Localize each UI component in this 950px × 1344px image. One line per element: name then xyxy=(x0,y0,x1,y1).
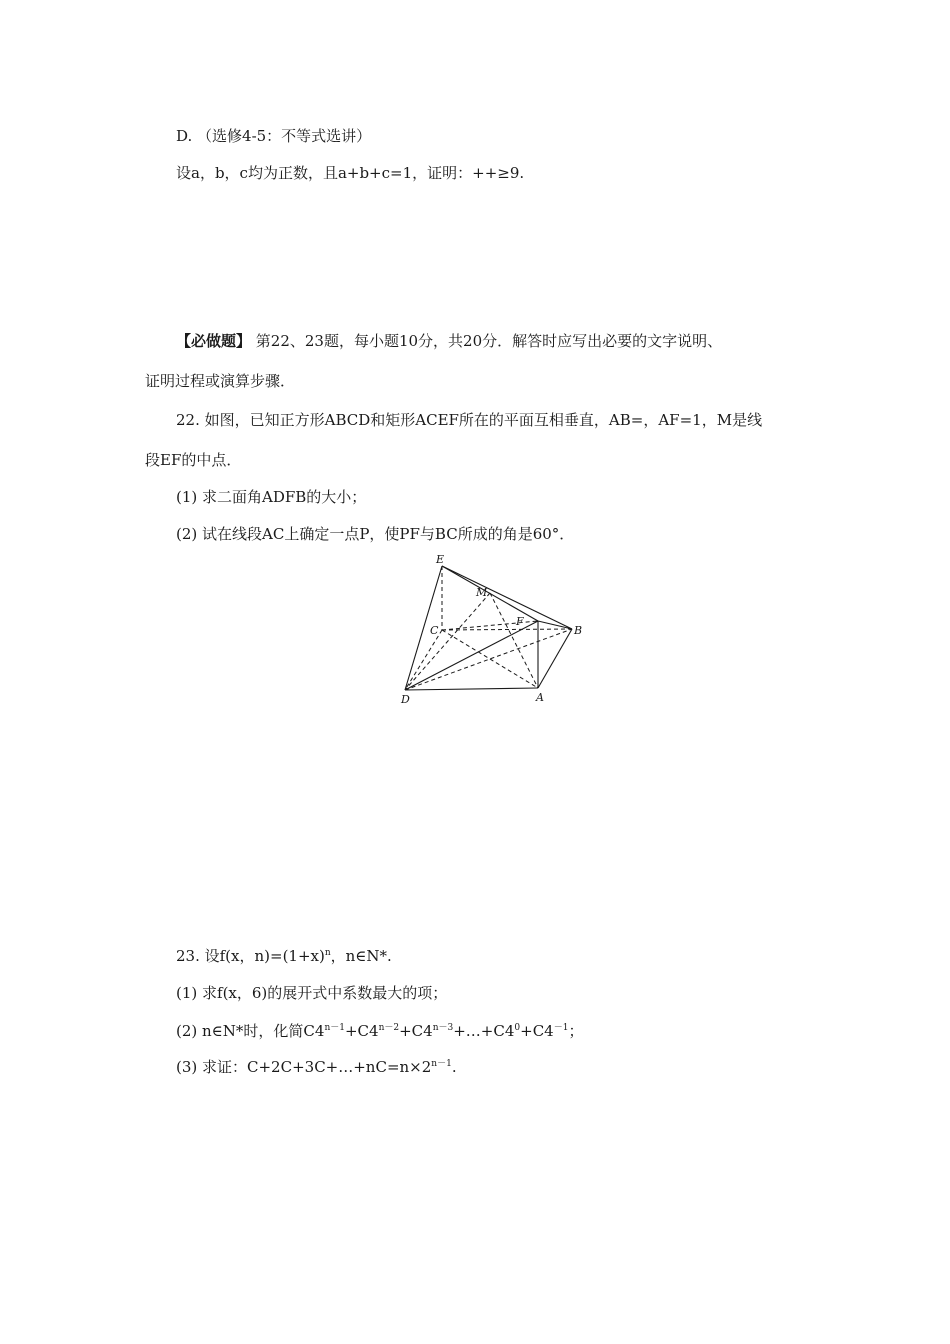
q23-stem-tail: ，n∈N*. xyxy=(330,947,392,965)
q23-part2-exp2: n－2 xyxy=(378,1023,400,1033)
q23-part2-exp3: n－3 xyxy=(432,1023,454,1033)
required-intro-line2: 证明过程或演算步骤． xyxy=(145,372,296,390)
edge-EB xyxy=(442,566,572,629)
edge-DF xyxy=(405,621,538,690)
label-E: E xyxy=(436,553,445,566)
q23-part3 xyxy=(176,1057,457,1077)
q23-stem-exp: n xyxy=(324,948,331,958)
q23-part2-mid2: +C4 xyxy=(399,1022,433,1040)
label-C: C xyxy=(430,624,439,637)
edge-AB xyxy=(538,629,572,688)
required-intro-text: 第22、23题，每小题10分，共20分．解答时应写出必要的文字说明、 xyxy=(251,332,723,350)
q23-part3-prefix: (3) 求证：C+2C+3C+…+nC=n×2 xyxy=(176,1058,432,1076)
geometry-figure xyxy=(395,550,595,710)
label-A: A xyxy=(536,691,544,704)
edge-CB xyxy=(442,629,572,630)
label-D: D xyxy=(401,693,410,706)
q23-part3-tail: . xyxy=(451,1058,457,1076)
edge-MD xyxy=(405,593,490,690)
q22-stem-line2: 段EF的中点． xyxy=(145,451,242,469)
q23-part1: (1) 求f(x，6)的展开式中系数最大的项； xyxy=(176,984,448,1002)
q23-part2-exp1: n－1 xyxy=(324,1023,345,1033)
label-F: F xyxy=(516,615,524,628)
q23-part2-exp4: 0 xyxy=(514,1023,521,1033)
q23-part2-mid4: +C4 xyxy=(520,1022,554,1040)
q23-part2-mid3: +…+C4 xyxy=(453,1022,515,1040)
q23-stem-main: 23. 设f(x，n)=(1+x) xyxy=(176,947,325,965)
q22-part2: (2) 试在线段AC上确定一点P，使PF与BC所成的角是60°． xyxy=(176,525,575,543)
label-M: M xyxy=(476,586,488,599)
required-intro-line1 xyxy=(176,331,722,351)
q22-part1: (1) 求二面角ADFB的大小； xyxy=(176,488,367,506)
edge-DA xyxy=(405,688,538,690)
q23-part3-exp: n－1 xyxy=(431,1059,452,1069)
q23-part2-mid1: +C4 xyxy=(344,1022,379,1040)
label-B: B xyxy=(574,624,583,637)
edge-FB xyxy=(538,621,572,629)
section-d-heading: D. （选修4-5：不等式选讲） xyxy=(176,127,372,145)
section-d-problem: 设a，b，c均为正数，且a+b+c=1，证明：++≥9. xyxy=(176,164,525,182)
edge-DB xyxy=(405,629,572,690)
q23-part2 xyxy=(176,1021,583,1041)
q23-stem xyxy=(176,946,392,966)
q23-part2-tail: ； xyxy=(568,1022,584,1040)
q23-part2-prefix: (2) n∈N*时，化简C4 xyxy=(176,1022,325,1040)
required-tag: 【必做题】 xyxy=(176,332,252,350)
edge-CA xyxy=(442,630,538,688)
q22-stem-line1: 22. 如图，已知正方形ABCD和矩形ACEF所在的平面互相垂直，AB=，AF=1，M是线 xyxy=(176,411,763,429)
q23-part2-exp5: －1 xyxy=(553,1023,569,1033)
